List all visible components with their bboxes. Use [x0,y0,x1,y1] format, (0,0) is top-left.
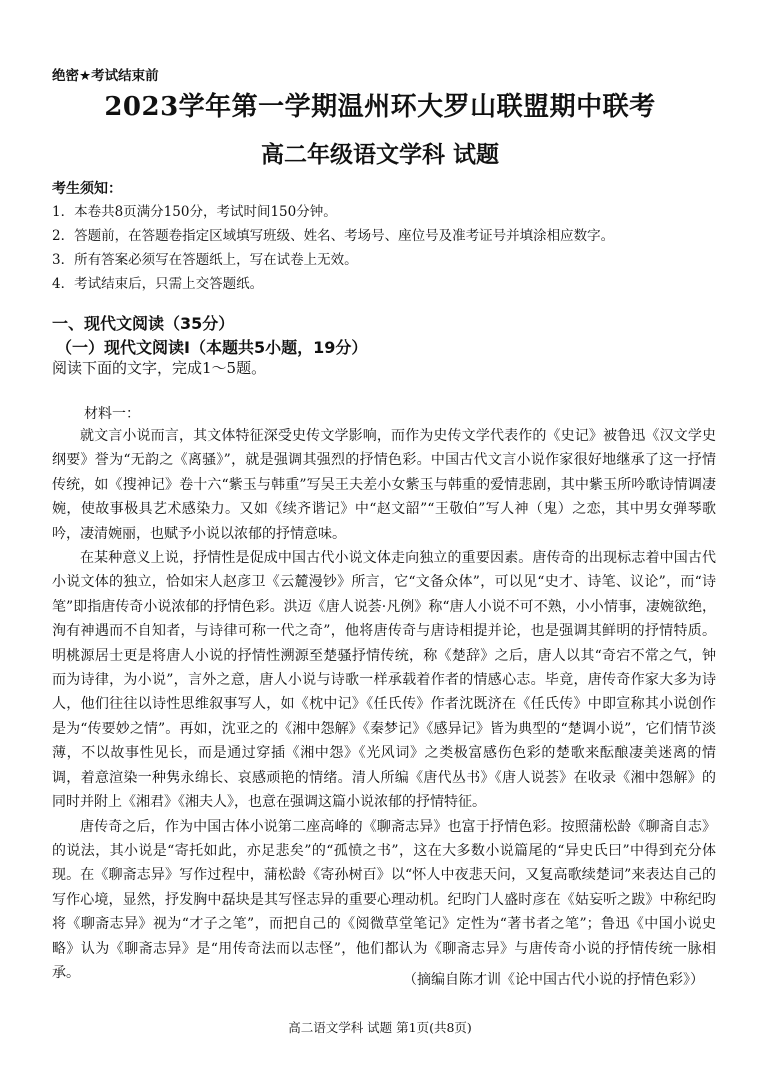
material-paragraph: 在某种意义上说，抒情性是促成中国古代小说文体走向独立的重要因素。唐传奇的出现标志着中国古代小说文体的独立，恰如宋人赵彦卫《云麓漫钞》所言，它“文备众体”，可以见“史才、诗笔、议论”，而“诗笔”即指唐传奇小说浓郁的抒情色彩。洪迈《唐人说荟·凡例》称“唐人小说不可不熟，小小情事，凄婉欲绝，洵有神遇而不自知者，与诗律可称一代之奇”，他将唐传奇与唐诗相提并论，也是强调其鲜明的抒情特质。明桃源居士更是将唐人小说的抒情性溯源至楚骚抒情传统，称《楚辞》之后，唐人以其“奇宕不常之气，钟而为诗律，为小说”，言外之意，唐人小说与诗歌一样承载着作者的情感心志。毕竟，唐传奇作家大多为诗人，他们往往以诗性思维叙事写人，如《枕中记》《任氏传》作者沈既济在《任氏传》中即宣称其小说创作是为“传要妙之情”。再如，沈亚之的《湘中怨解》《秦梦记》《感异记》皆为典型的“楚调小说”，它们情节淡薄，不以故事性见长，而是通过穿插《湘中怨》《光风词》之类极富感伤色彩的楚歌来酝酿凄美迷离的情调，着意渲染一种隽永绵长、哀感顽艳的情绪。清人所编《唐代丛书》《唐人说荟》在收录《湘中怨解》的同时并附上《湘君》《湘夫人》，也意在强调这篇小说浓郁的抒情特征。 [52,550,716,811]
notice-item: 2．答题前，在答题卷指定区域填写班级、姓名、考场号、座位号及准考证号并填涂相应数字。 [52,228,615,244]
reading-instruction: 阅读下面的文字，完成1～5题。 [52,359,267,377]
exam-title: 2023学年第一学期温州环大罗山联盟期中联考 [104,92,656,122]
material-paragraph: 就文言小说而言，其文体特征深受史传文学影响，而作为史传文学代表作的《史记》被鲁迅《汉文学史纲要》誉为“无韵之《离骚》”，就是强调其强烈的抒情色彩。中国古代文言小说作家很好地继承了这一抒情传统，如《搜神记》卷十六“紫玉与韩重”写吴王夫差小女紫玉与韩重的爱情悲剧，其中紫玉所吟歌诗情调凄婉，使故事极具艺术感染力。又如《续齐谐记》中“赵文韶”“王敬伯”写人神（鬼）之恋，其中男女弹琴歌吟，凄清婉丽，也赋予小说以浓郁的抒情意味。 [52,428,716,542]
material-source: （摘编自陈才训《论中国古代小说的抒情色彩》） [403,972,704,988]
notice-list [52,200,732,296]
material-paragraph: 唐传奇之后，作为中国古体小说第二座高峰的《聊斋志异》也富于抒情色彩。按照蒲松龄《聊斋自志》的说法，其小说是“寄托如此，亦足悲矣”的“孤愤之书”，这在大多数小说篇尾的“异史氏曰”中得到充分体现。在《聊斋志异》写作过程中，蒲松龄《寄孙树百》以“怀人中夜悲天问，又复高歌续楚词”来表达自己的写作心境，显然，抒发胸中磊块是其写怪志异的重要心理动机。纪昀门人盛时彦在《姑妄听之跋》中称纪昀将《聊斋志异》视为“才子之笔”，而把自己的《阅微草堂笔记》定性为“著书者之笔”；鲁迅《中国小说史略》认为《聊斋志异》是“用传奇法而以志怪”，他们都认为《聊斋志异》与唐传奇小说的抒情传统一脉相承。 [52,818,716,981]
subsection-heading: （一）现代文阅读Ⅰ（本题共5小题，19分） [56,338,368,357]
page-footer: 高二语文学科 试题 第1页(共8页) [288,1020,472,1035]
material-label: 材料一： [84,406,140,422]
notice-heading: 考生须知： [52,181,122,197]
notice-item: 4．考试结束后，只需上交答题纸。 [52,276,264,292]
notice-item: 3．所有答案必须写在答题纸上，写在试卷上无效。 [52,252,358,268]
material-body [52,424,716,985]
exam-subtitle: 高二年级语文学科 试题 [260,141,499,168]
confidential-label: 绝密★考试结束前 [52,68,159,84]
notice-item: 1．本卷共8页满分150分，考试时间150分钟。 [52,204,337,220]
section-heading: 一、现代文阅读（35分） [52,314,235,333]
